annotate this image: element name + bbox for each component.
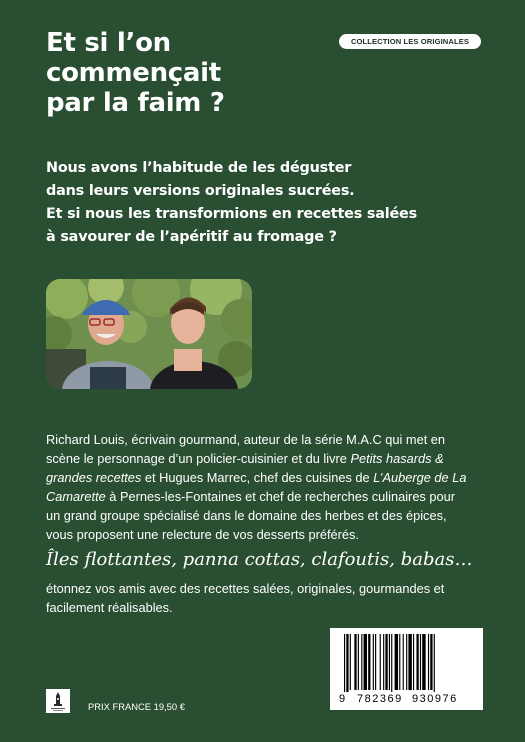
- isbn-group-2: 930976: [412, 693, 458, 705]
- bio-text: à Pernes-les-Fontaines et chef de recherches culinaires pour: [105, 489, 456, 504]
- barcode-bar: [354, 634, 356, 690]
- book-title-reference: Petits hasards &: [350, 451, 444, 466]
- barcode-bar: [346, 634, 348, 692]
- barcode-bar: [350, 634, 351, 690]
- bio-text: scène le personnage d’un policier-cuisinier et du livre: [46, 451, 351, 466]
- barcode-bar: [403, 634, 404, 690]
- intro-line-2: dans leurs versions originales sucrées.: [46, 183, 355, 199]
- restaurant-name: Camarette: [46, 489, 106, 504]
- barcode-bar: [434, 634, 435, 692]
- isbn-barcode: [330, 628, 483, 710]
- barcode-bar: [368, 634, 370, 690]
- barcode-bar: [428, 634, 429, 690]
- intro-line-4: à savourer de l’apéritif au fromage ?: [46, 229, 337, 245]
- barcode-bar: [413, 634, 414, 690]
- title-line-2: commençait: [46, 58, 221, 88]
- book-title: [46, 28, 306, 118]
- intro-line-3: Et si nous les transformions en recettes salées: [46, 206, 417, 222]
- barcode-bar: [383, 634, 384, 690]
- barcode-bar: [416, 634, 418, 690]
- barcode-bar: [375, 634, 376, 690]
- bio-line-4: [46, 487, 482, 506]
- title-line-1: Et si l’on: [46, 28, 171, 58]
- bio-text: vous proposent une relecture de vos desserts préférés.: [46, 527, 359, 542]
- bio-line-3: [46, 468, 482, 487]
- barcode-bar: [420, 634, 421, 690]
- barcode-bar: [373, 634, 374, 690]
- book-title-reference: grandes recettes: [46, 470, 142, 485]
- barcode-bar: [380, 634, 381, 690]
- isbn-prefix-digit: 9: [339, 693, 346, 705]
- title-line-3: par la faim ?: [46, 88, 225, 118]
- barcode-bar: [430, 634, 432, 690]
- barcode-bar: [422, 634, 425, 690]
- barcode-bar: [391, 634, 392, 692]
- barcode-bar: [408, 634, 411, 690]
- intro-paragraph: [46, 157, 466, 249]
- isbn-number: [330, 692, 483, 706]
- bio-line-1: [46, 430, 482, 449]
- barcode-bar: [389, 634, 390, 690]
- barcode-bar: [399, 634, 400, 690]
- collection-badge: COLLECTION LES ORIGINALES: [339, 34, 481, 49]
- intro-line-1: Nous avons l’habitude de les déguster: [46, 160, 352, 176]
- bio-line-5: [46, 506, 482, 525]
- bio-text: Richard Louis, écrivain gourmand, auteur de la série M.A.C qui met en: [46, 432, 446, 447]
- barcode-bar: [406, 634, 407, 690]
- authors-biography: [46, 430, 482, 544]
- barcode-bar: [385, 634, 387, 690]
- publisher-logo: [46, 689, 70, 713]
- barcode-bar: [395, 634, 398, 690]
- bio-text: un grand groupe spécialisé dans le domaine des herbes et des épices,: [46, 508, 447, 523]
- dishes-tagline: Îles flottantes, panna cottas, clafoutis, babas…: [46, 549, 473, 570]
- restaurant-name: L’Auberge de La: [373, 470, 467, 485]
- closing-line-2: facilement réalisables.: [46, 600, 173, 615]
- barcode-bar: [344, 634, 345, 692]
- bio-line-6: [46, 525, 482, 544]
- closing-paragraph: [46, 579, 482, 617]
- bio-text: et Hugues Marrec, chef des cuisines de: [141, 470, 374, 485]
- barcode-bar: [364, 634, 367, 690]
- price-label: PRIX FRANCE 19,50 €: [88, 701, 185, 712]
- closing-line-1: étonnez vos amis avec des recettes salées, originales, gourmandes et: [46, 581, 445, 596]
- authors-photo: [46, 279, 252, 389]
- barcode-bar: [361, 634, 362, 690]
- isbn-group-1: 782369: [357, 693, 403, 705]
- bio-line-2: [46, 449, 482, 468]
- barcode-bar: [358, 634, 359, 690]
